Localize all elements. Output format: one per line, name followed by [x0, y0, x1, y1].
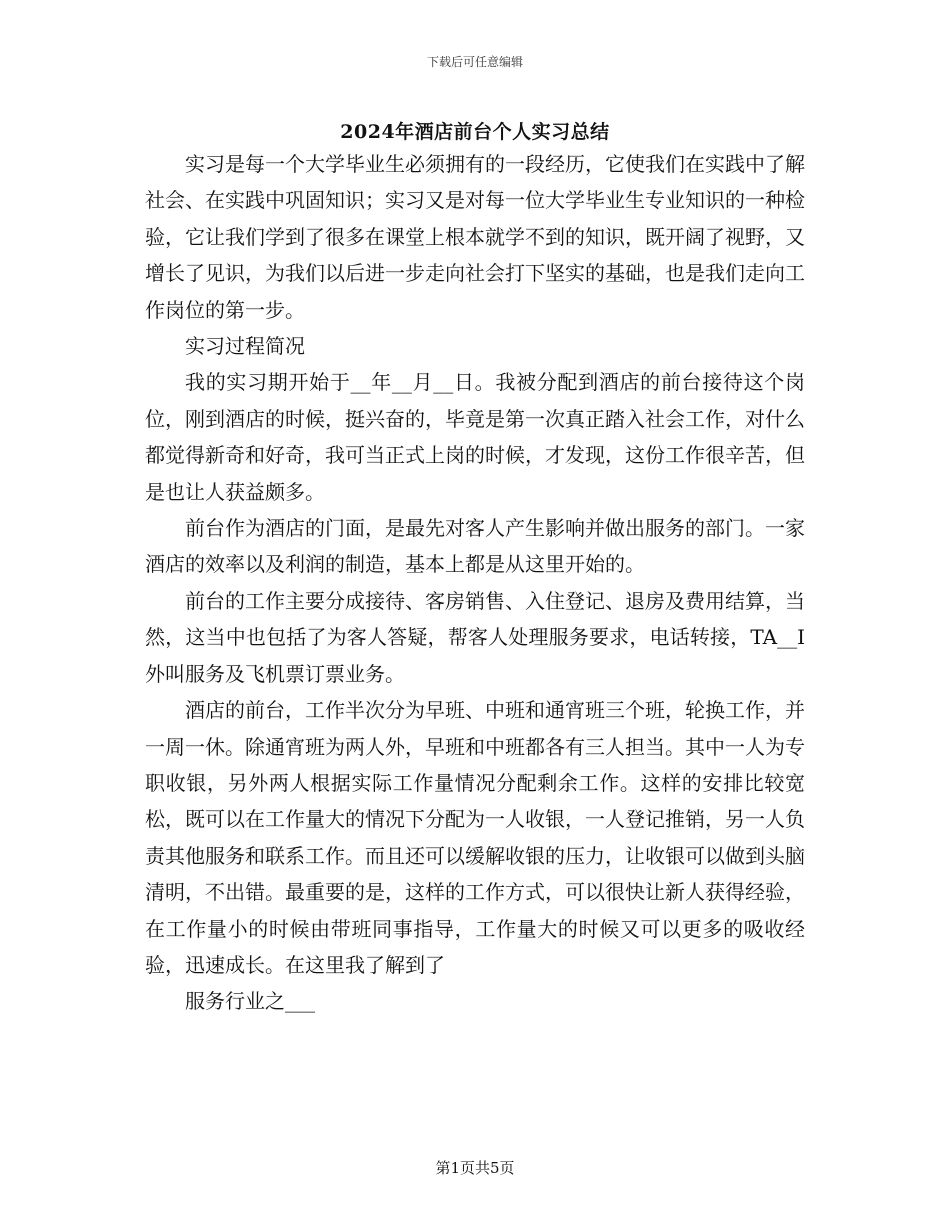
paragraph-service-industry: 服务行业之___	[185, 989, 315, 1014]
paragraph-front-desk-role: 前台作为酒店的门面，是最先对客人产生影响并做出服务的部门。一家酒店的效率以及利润的制造，基本上都是从这里开始的。	[145, 516, 805, 577]
paragraph-intro: 实习是每一个大学毕业生必须拥有的一段经历，它使我们在实践中了解社会、在实践中巩固知识；实习又是对每一位大学毕业生专业知识的一种检验，它让我们学到了很多在课堂上根本就学不到的知识，既开阔了视野，又增长了见识，为我们以后进一步走向社会打下坚实的基础，也是我们走向工作岗位的第一步。	[145, 152, 805, 322]
page-number: 第1页共5页	[435, 1159, 515, 1177]
paragraph-start: 我的实习期开始于__年__月__日。我被分配到酒店的前台接待这个岗位，刚到酒店的时候，挺兴奋的，毕竟是第一次真正踏入社会工作，对什么都觉得新奇和好奇，我可当正式上岗的时候，才发现，这份工作很辛苦，但是也让人获益颇多。	[145, 370, 805, 504]
document-title: 2024年酒店前台个人实习总结	[340, 121, 610, 143]
section-heading-process: 实习过程简况	[185, 334, 305, 359]
paragraph-front-desk-duties: 前台的工作主要分成接待、客房销售、入住登记、退房及费用结算，当然，这当中也包括了为客人答疑，帮客人处理服务要求，电话转接，TA__I外叫服务及飞机票订票业务。	[145, 588, 805, 686]
document-body	[145, 146, 805, 1020]
header-note: 下载后可任意编辑	[426, 55, 523, 69]
paragraph-shifts: 酒店的前台，工作半次分为早班、中班和通宵班三个班，轮换工作，并一周一休。除通宵班为两人外，早班和中班都各有三人担当。其中一人为专职收银，另外两人根据实际工作量情况分配剩余工作。这样的安排比较宽松，既可以在工作量大的情况下分配为一人收银，一人登记推销，另一人负责其他服务和联系工作。而且还可以缓解收银的压力，让收银可以做到头脑清明，不出错。最重要的是，这样的工作方式，可以很快让新人获得经验，在工作量小的时候由带班同事指导，工作量大的时候又可以更多的吸收经验，迅速成长。在这里我了解到了	[145, 698, 805, 977]
